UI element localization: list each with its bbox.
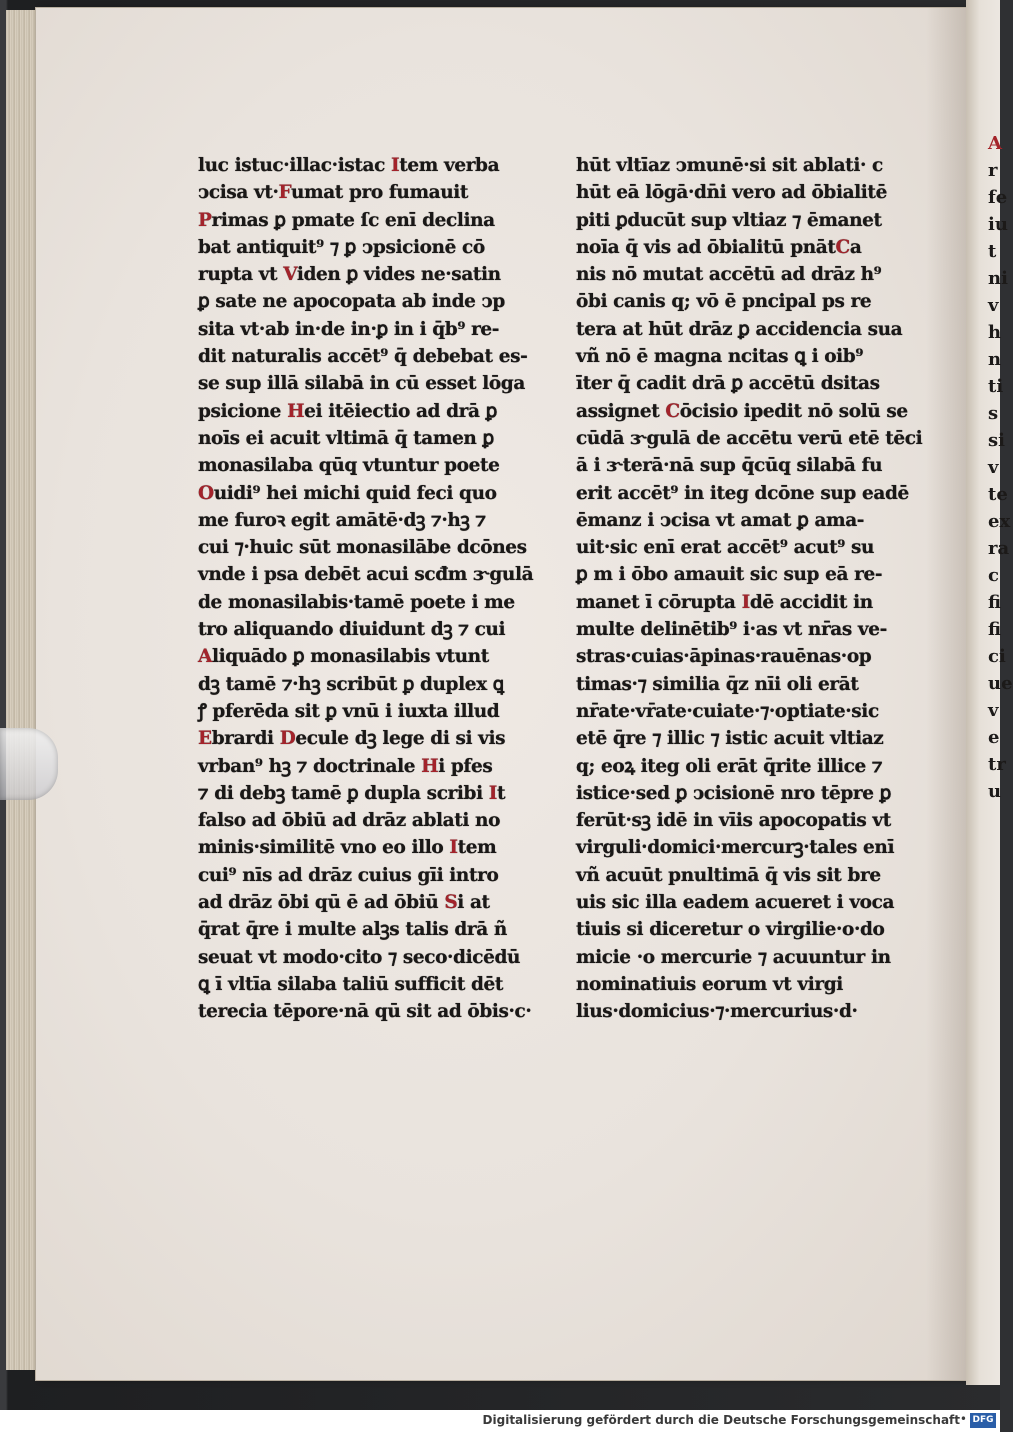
text-line <box>198 261 528 288</box>
text-segment: manet ī cōrupta <box>576 591 742 613</box>
facing-page-fragment: te <box>988 484 1008 505</box>
text-line <box>198 944 528 971</box>
text-segment: psicione <box>198 400 288 422</box>
footer-bar <box>0 1410 1000 1432</box>
facing-page-text <box>966 130 1013 805</box>
text-segment: ecule dꝫ lege di si vis <box>295 728 506 750</box>
text-line <box>576 152 906 179</box>
text-line <box>198 561 534 588</box>
text-segment: cui ⁊·huic sūt monasilābe dcōnes <box>198 537 527 559</box>
text-line <box>576 561 906 588</box>
facing-page-fragment: fi <box>988 619 1002 640</box>
facing-page-fragment: tr <box>988 754 1006 775</box>
text-line <box>576 834 906 861</box>
text-line <box>576 616 906 643</box>
text-segment: t <box>497 782 506 804</box>
text-segment: falso ad ōbiū ad drāz ablati no <box>198 810 501 832</box>
text-line <box>198 480 528 507</box>
facing-page-fragment: r <box>988 160 998 181</box>
rubricated-initial: I <box>488 782 498 804</box>
text-segment: ꝑ m i ōbo amauit sic sup eā re- <box>576 564 883 586</box>
facing-page-fragment: ex <box>988 511 1011 532</box>
rubricated-initial: I <box>741 591 750 613</box>
text-line <box>198 971 528 998</box>
text-line <box>576 288 906 315</box>
text-segment: ꝗ ī vltīa silaba taliū sufficit dēt <box>198 973 504 995</box>
rubricated-initial: E <box>198 728 212 750</box>
text-segment: multe delinētib⁹ i·as vt nr̄as ve- <box>576 619 887 641</box>
facing-page-fragment: v <box>988 700 999 721</box>
text-line <box>198 916 528 943</box>
text-segment: dꝫ tamē ⁊·hꝫ scribūt ꝑ duplex ꝗ <box>198 673 504 695</box>
text-line <box>576 753 906 780</box>
text-line <box>576 589 906 616</box>
text-segment: luc istuc·illac·istac <box>198 155 391 176</box>
text-segment: noīs ei acuit vltimā q̄ tamen ꝑ <box>198 427 494 449</box>
text-line <box>198 234 528 261</box>
facing-page-fragment: c <box>988 565 999 586</box>
text-segment: uit·sic enī erat accēt⁹ acut⁹ su <box>576 537 875 559</box>
text-line <box>198 316 528 343</box>
text-line <box>576 370 906 397</box>
text-line <box>576 725 906 752</box>
text-segment: se sup illā silabā in cū esset lōga <box>198 373 525 395</box>
rubricated-initial: F <box>278 182 291 204</box>
text-segment: ēmanz i ↄcisa vt amat ꝑ ama- <box>576 509 865 531</box>
text-segment: stras·cuias·āpinas·rauēnas·op <box>576 646 872 668</box>
text-line <box>198 425 528 452</box>
rubricated-initial: I <box>390 155 400 176</box>
text-line <box>576 534 906 561</box>
text-line <box>576 207 906 234</box>
facing-page-fragment: s <box>988 403 999 424</box>
text-line <box>576 698 906 725</box>
text-line <box>198 398 528 425</box>
text-segment: timas·⁊ similia q̄z nīi oli erāt <box>576 673 859 695</box>
text-line <box>576 343 906 370</box>
text-segment: istice·sed ꝑ ↄcisionē nro tēpre ꝑ <box>576 782 891 804</box>
text-line <box>576 862 906 889</box>
text-segment: me furoꝛ egit amātē·dꝫ ⁊·hꝫ ⁊ <box>198 509 486 531</box>
text-segment: assignet <box>576 400 666 422</box>
text-segment: a <box>849 236 862 258</box>
text-line <box>576 889 906 916</box>
text-line <box>576 671 906 698</box>
text-segment: hūt eā lōgā·dn̄i vero ad ōbialitē <box>576 182 887 204</box>
rubricated-initial: I <box>449 837 458 859</box>
page-block-edge <box>6 10 39 1370</box>
text-line <box>198 889 528 916</box>
text-segment: vñ nō ē magna ncitas ꝗ i oib⁹ <box>576 346 864 368</box>
text-line <box>198 152 528 179</box>
text-segment: rupta vt <box>198 264 284 286</box>
text-segment: ⁊ di debꝫ tamē ꝑ dupla scribi <box>198 782 489 804</box>
text-segment: umat pro fumauit <box>290 182 469 204</box>
text-line <box>576 480 909 507</box>
text-line <box>198 179 528 206</box>
text-line <box>198 370 528 397</box>
text-segment: ↄcisa vt· <box>198 182 279 204</box>
facing-page-fragment: ci <box>988 646 1006 667</box>
text-segment: bat antiquit⁹ ⁊ ꝑ ↄpsicionē cō <box>198 236 485 258</box>
text-segment: uis sic illa eadem acueret i voca <box>576 892 895 914</box>
facing-page-fragment: ra <box>988 538 1010 559</box>
text-segment: etē q̄re ⁊ illic ⁊ istic acuit vltiaz <box>576 728 884 750</box>
text-segment: nominatiuis eorum vt virgi <box>576 973 843 995</box>
text-line <box>198 834 528 861</box>
facing-page-fragment: iu <box>988 214 1008 235</box>
text-line <box>576 944 906 971</box>
text-line <box>576 807 906 834</box>
text-segment: ad drāz ōbi qū ē ad ōbiū <box>198 892 445 914</box>
text-segment: nr̄ate·vr̄ate·cuiate·⁊·optiate·sic <box>576 700 879 722</box>
text-line <box>576 316 906 343</box>
facing-page-fragment: fi <box>988 592 1002 613</box>
text-line <box>198 753 528 780</box>
text-segment: ꝑ sate ne apocopata ab inde ↄp <box>198 291 505 313</box>
text-line <box>576 916 906 943</box>
text-segment: tem <box>457 837 497 859</box>
text-segment: terecia tēpore·nā qū sit ad ōbis·c· <box>198 1001 532 1023</box>
facing-page-fragment: u <box>988 781 1002 802</box>
text-segment: minis·similitē vno eo illo <box>198 837 450 859</box>
text-segment: vñ acuūt pnultimā q̄ vis sit bre <box>576 864 881 886</box>
text-line <box>576 643 906 670</box>
rubricated-initial: D <box>279 728 296 750</box>
facing-page-fragment: n <box>988 349 1002 370</box>
text-line <box>198 207 528 234</box>
facing-page-edge <box>966 0 1013 1385</box>
facing-page-fragment: ue <box>988 673 1013 694</box>
text-segment: cui⁹ nīs ad drāz cuius gīi intro <box>198 864 499 886</box>
text-line <box>576 507 906 534</box>
text-segment: rimas ꝑ pmate ſc enī declina <box>211 209 495 231</box>
dfg-logo[interactable]: DFG <box>970 1413 996 1428</box>
text-segment: q̄rat q̄re i multe alꝫs talis drā ñ <box>198 919 507 941</box>
text-segment: ei itēiectio ad drā ꝑ <box>304 400 497 422</box>
text-segment: tera at hūt drāz ꝑ accidencia sua <box>576 318 903 340</box>
rubricated-initial: H <box>421 755 439 777</box>
text-segment: tem verba <box>399 155 500 176</box>
rubricated-initial: P <box>198 209 212 231</box>
text-line <box>198 780 528 807</box>
text-segment: liquādo ꝑ monasilabis vtunt <box>211 646 489 668</box>
text-segment: hūt vltīaz ↄmunē·si sit ablati· c <box>576 155 883 176</box>
text-segment: dē accidit in <box>749 591 873 613</box>
text-line <box>576 398 906 425</box>
text-line <box>198 998 532 1025</box>
text-segment: ferūt·sꝫ idē in vīis apocopatis vt <box>576 810 891 832</box>
text-line <box>576 179 906 206</box>
text-segment: i at <box>457 892 490 914</box>
text-segment: tro aliquando diuidunt dꝫ ⁊ cui <box>198 619 506 641</box>
text-line <box>576 425 923 452</box>
text-line <box>576 261 906 288</box>
rubricated-initial: C <box>665 400 680 422</box>
text-line <box>198 725 528 752</box>
text-segment: q; eoꝝ iteg oli erāt q̄rite illice ⁊ <box>576 755 883 777</box>
text-segment: tiuis si diceretur o virgilie·o·do <box>576 919 885 941</box>
text-segment: erit accēt⁹ in iteg dcōne sup eadē <box>576 482 909 504</box>
text-line <box>576 234 906 261</box>
facing-page-fragment: si <box>988 430 1005 451</box>
text-line <box>198 698 528 725</box>
text-line <box>576 971 906 998</box>
facing-page-fragment: v <box>988 295 999 316</box>
facing-page-fragment: A <box>988 133 1002 154</box>
text-segment: iden ꝑ vides ne·satin <box>296 264 501 286</box>
text-line <box>198 288 528 315</box>
text-line <box>198 643 528 670</box>
text-segment: brardi <box>211 728 280 750</box>
text-column-left <box>198 152 534 1026</box>
text-line <box>198 807 528 834</box>
rubricated-initial: O <box>198 482 214 504</box>
facing-page-fragment: fe <box>988 187 1008 208</box>
text-line <box>198 534 528 561</box>
text-segment: cūdā ɝgulā de accētu verū etē tēci <box>576 427 923 449</box>
text-segment: ā i ɝterā·nā sup q̄cūq̧ silabā fu <box>576 455 883 477</box>
facing-page-fragment: ni <box>988 268 1008 289</box>
text-segment: lius·domicius·⁊·mercurius·d· <box>576 1001 858 1023</box>
text-segment: nis nō mutat accētū ad drāz h⁹ <box>576 264 882 286</box>
text-line <box>198 507 528 534</box>
text-line <box>576 998 906 1025</box>
text-segment: de monasilabis·tamē poete i me <box>198 591 515 613</box>
text-line <box>198 452 528 479</box>
text-line <box>198 589 528 616</box>
text-line <box>198 616 528 643</box>
text-line <box>576 452 906 479</box>
facing-page-fragment: e <box>988 727 1000 748</box>
text-segment: dit naturalis accēt⁹ q̄ debebat es- <box>198 346 528 368</box>
text-segment: monasilaba qūq̧ vtuntur poete <box>198 455 500 477</box>
rubricated-initial: H <box>287 400 305 422</box>
facing-page-fragment: t <box>988 241 997 262</box>
facing-page-fragment: v <box>988 457 999 478</box>
facing-page-fragment: h <box>988 322 1002 343</box>
text-line <box>576 780 906 807</box>
text-segment: i pfes <box>438 755 493 777</box>
footer-bullet: • <box>959 1412 967 1426</box>
text-segment: ōbi canis q; vō ē pncipal ps re <box>576 291 872 313</box>
text-line <box>198 343 528 370</box>
rubricated-initial: C <box>835 236 850 258</box>
text-segment: micie ·o mercurie ⁊ acuuntur in <box>576 946 891 968</box>
text-segment: seuat vt modo·cito ⁊ seco·dicēdū <box>198 946 521 968</box>
rubricated-initial: S <box>444 892 458 914</box>
rubricated-initial: V <box>283 264 297 286</box>
text-line <box>198 862 528 889</box>
text-segment: virguli·domici·mercurꝫ·tales enī <box>576 837 895 859</box>
text-segment: noīa q̄ vis ad ōbialitū pnāt <box>576 236 836 258</box>
facing-page-fragment: ti <box>988 376 1004 397</box>
text-line <box>198 671 528 698</box>
text-segment: vrban⁹ hꝫ ⁊ doctrinale <box>198 755 422 777</box>
text-segment: vnde i psa debēt acui scđm ɝgulā <box>198 564 534 586</box>
text-segment: sita vt·ab in·de in·ꝑ in i q̄b⁹ re- <box>198 318 500 340</box>
text-segment: ꝭ pferēda sit ꝑ vnū i iuxta illud <box>198 700 500 722</box>
footer-credit: Digitalisierung gefördert durch die Deutsche Forschungsgemeinschaft <box>482 1413 960 1427</box>
text-column-right <box>576 152 923 1026</box>
page-holder-clip <box>0 728 58 800</box>
text-segment: ōcisio ipedit nō solū se <box>679 400 908 422</box>
text-segment: uidi⁹ hei michi quid feci quo <box>213 482 497 504</box>
text-segment: piti ꝑducūt sup vltiaz ⁊ ēmanet <box>576 209 882 231</box>
rubricated-initial: A <box>198 646 212 668</box>
text-segment: īter q̄ cadit drā ꝑ accētū dsitas <box>576 373 880 395</box>
